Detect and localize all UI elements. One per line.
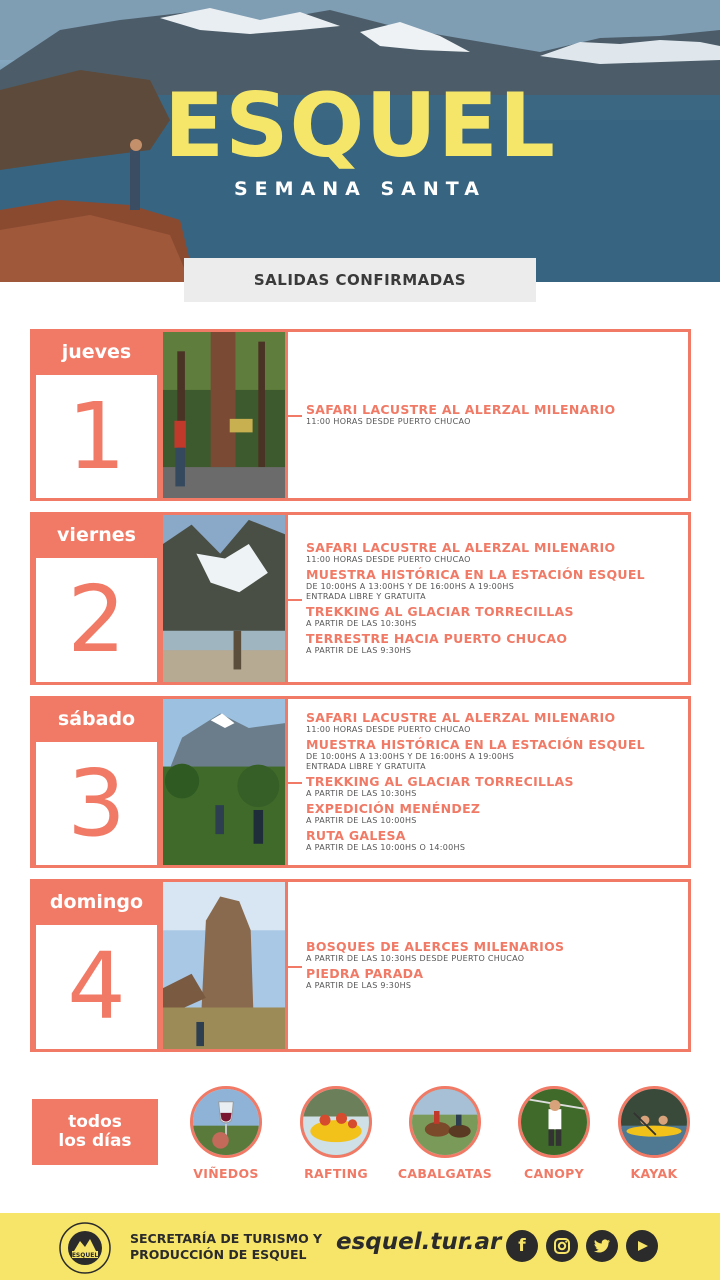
event-detail: A PARTIR DE LAS 10:30HS xyxy=(306,788,417,798)
event-detail: 11:00 HORAS DESDE PUERTO CHUCAO xyxy=(306,724,471,734)
event-item xyxy=(306,802,688,826)
day-number: 4 xyxy=(36,925,157,1049)
website-link[interactable]: esquel.tur.ar xyxy=(336,1229,502,1255)
event-detail: DE 10:00HS A 13:00HS Y DE 16:00HS A 19:00HS xyxy=(306,581,515,591)
day-name: viernes xyxy=(33,515,160,555)
day-name: sábado xyxy=(33,699,160,739)
everyday-label xyxy=(32,1099,158,1165)
tourism-seal-logo xyxy=(58,1221,112,1275)
event-detail: ENTRADA LIBRE Y GRATUITA xyxy=(306,761,426,771)
event-item xyxy=(306,403,688,427)
event-item xyxy=(306,829,688,853)
footer xyxy=(0,1213,720,1280)
event-title: EXPEDICIÓN MENÉNDEZ xyxy=(306,800,481,816)
seal-text: ESQUEL xyxy=(71,1252,99,1259)
raft-icon xyxy=(300,1086,372,1158)
event-detail: A PARTIR DE LAS 10:00HS xyxy=(306,815,417,825)
event-detail: 11:00 HORAS DESDE PUERTO CHUCAO xyxy=(306,554,471,564)
event-title: PIEDRA PARADA xyxy=(306,965,424,981)
activity-label: CANOPY xyxy=(524,1166,584,1181)
day-card-sabado xyxy=(30,696,691,868)
event-detail: A PARTIR DE LAS 10:30HS xyxy=(306,618,417,628)
event-title: SAFARI LACUSTRE AL ALERZAL MILENARIO xyxy=(306,709,616,725)
activity-label: VIÑEDOS xyxy=(193,1166,259,1181)
hero-banner xyxy=(0,0,720,282)
trekking-photo xyxy=(160,699,288,865)
day-number: 2 xyxy=(36,558,157,682)
day-number: 1 xyxy=(36,375,157,498)
event-title: TREKKING AL GLACIAR TORRECILLAS xyxy=(306,773,574,789)
event-item xyxy=(306,775,688,799)
event-title: TERRESTRE HACIA PUERTO CHUCAO xyxy=(306,630,568,646)
everyday-label-line2: los días xyxy=(58,1131,132,1151)
day-name: jueves xyxy=(33,332,160,372)
wine-glass-icon xyxy=(190,1086,262,1158)
kayak-icon xyxy=(618,1086,690,1158)
event-detail: A PARTIR DE LAS 10:00HS O 14:00HS xyxy=(306,842,466,852)
event-item xyxy=(306,605,688,629)
day-card-domingo xyxy=(30,879,691,1052)
event-item xyxy=(306,632,688,656)
activity-label: CABALGATAS xyxy=(397,1166,493,1181)
zipline-icon xyxy=(518,1086,590,1158)
event-item xyxy=(306,711,688,735)
everyday-label-line1: todos xyxy=(68,1112,122,1132)
activity-label: KAYAK xyxy=(630,1166,678,1181)
event-list xyxy=(288,515,688,682)
activity-rafting xyxy=(286,1086,386,1181)
event-item xyxy=(306,568,688,602)
confirmed-departures-banner: SALIDAS CONFIRMADAS xyxy=(184,258,536,302)
youtube-icon[interactable] xyxy=(626,1230,658,1262)
event-title: BOSQUES DE ALERCES MILENARIOS xyxy=(306,938,565,954)
event-detail: A PARTIR DE LAS 9:30HS xyxy=(306,645,412,655)
event-list xyxy=(288,699,688,865)
event-list xyxy=(288,332,688,498)
event-item xyxy=(306,967,688,991)
page-title: ESQUEL xyxy=(164,74,556,177)
glacier-photo xyxy=(160,515,288,682)
event-item xyxy=(306,940,688,964)
event-detail: DE 10:00HS A 13:00HS Y DE 16:00HS A 19:00HS xyxy=(306,751,515,761)
event-title: SAFARI LACUSTRE AL ALERZAL MILENARIO xyxy=(306,401,616,417)
day-card-jueves xyxy=(30,329,691,501)
event-item xyxy=(306,541,688,565)
rock-formation-photo xyxy=(160,882,288,1049)
day-name: domingo xyxy=(33,882,160,922)
forest-photo xyxy=(160,332,288,498)
event-detail: A PARTIR DE LAS 10:30HS DESDE PUERTO CHUCAO xyxy=(306,953,525,963)
page-subtitle: SEMANA SANTA xyxy=(234,178,486,200)
horse-icon xyxy=(409,1086,481,1158)
day-number: 3 xyxy=(36,742,157,865)
event-title: MUESTRA HISTÓRICA EN LA ESTACIÓN ESQUEL xyxy=(306,566,645,582)
event-title: TREKKING AL GLACIAR TORRECILLAS xyxy=(306,603,574,619)
organization-line2: PRODUCCIÓN DE ESQUEL xyxy=(130,1247,307,1262)
organization-name xyxy=(130,1231,322,1263)
instagram-icon[interactable] xyxy=(546,1230,578,1262)
event-detail: A PARTIR DE LAS 9:30HS xyxy=(306,980,412,990)
event-detail: ENTRADA LIBRE Y GRATUITA xyxy=(306,591,426,601)
day-card-viernes xyxy=(30,512,691,685)
event-title: RUTA GALESA xyxy=(306,827,406,843)
activity-label: RAFTING xyxy=(304,1166,368,1181)
event-title: MUESTRA HISTÓRICA EN LA ESTACIÓN ESQUEL xyxy=(306,736,645,752)
activity-cabalgatas xyxy=(395,1086,495,1181)
event-item xyxy=(306,738,688,772)
twitter-icon[interactable] xyxy=(586,1230,618,1262)
activity-kayak xyxy=(604,1086,704,1181)
event-detail: 11:00 HORAS DESDE PUERTO CHUCAO xyxy=(306,416,471,426)
activity-canopy xyxy=(504,1086,604,1181)
event-title: SAFARI LACUSTRE AL ALERZAL MILENARIO xyxy=(306,539,616,555)
activity-vinedos xyxy=(176,1086,276,1181)
facebook-icon[interactable]: f xyxy=(506,1230,538,1262)
event-list xyxy=(288,882,688,1049)
organization-line1: SECRETARÍA DE TURISMO Y xyxy=(130,1231,323,1246)
